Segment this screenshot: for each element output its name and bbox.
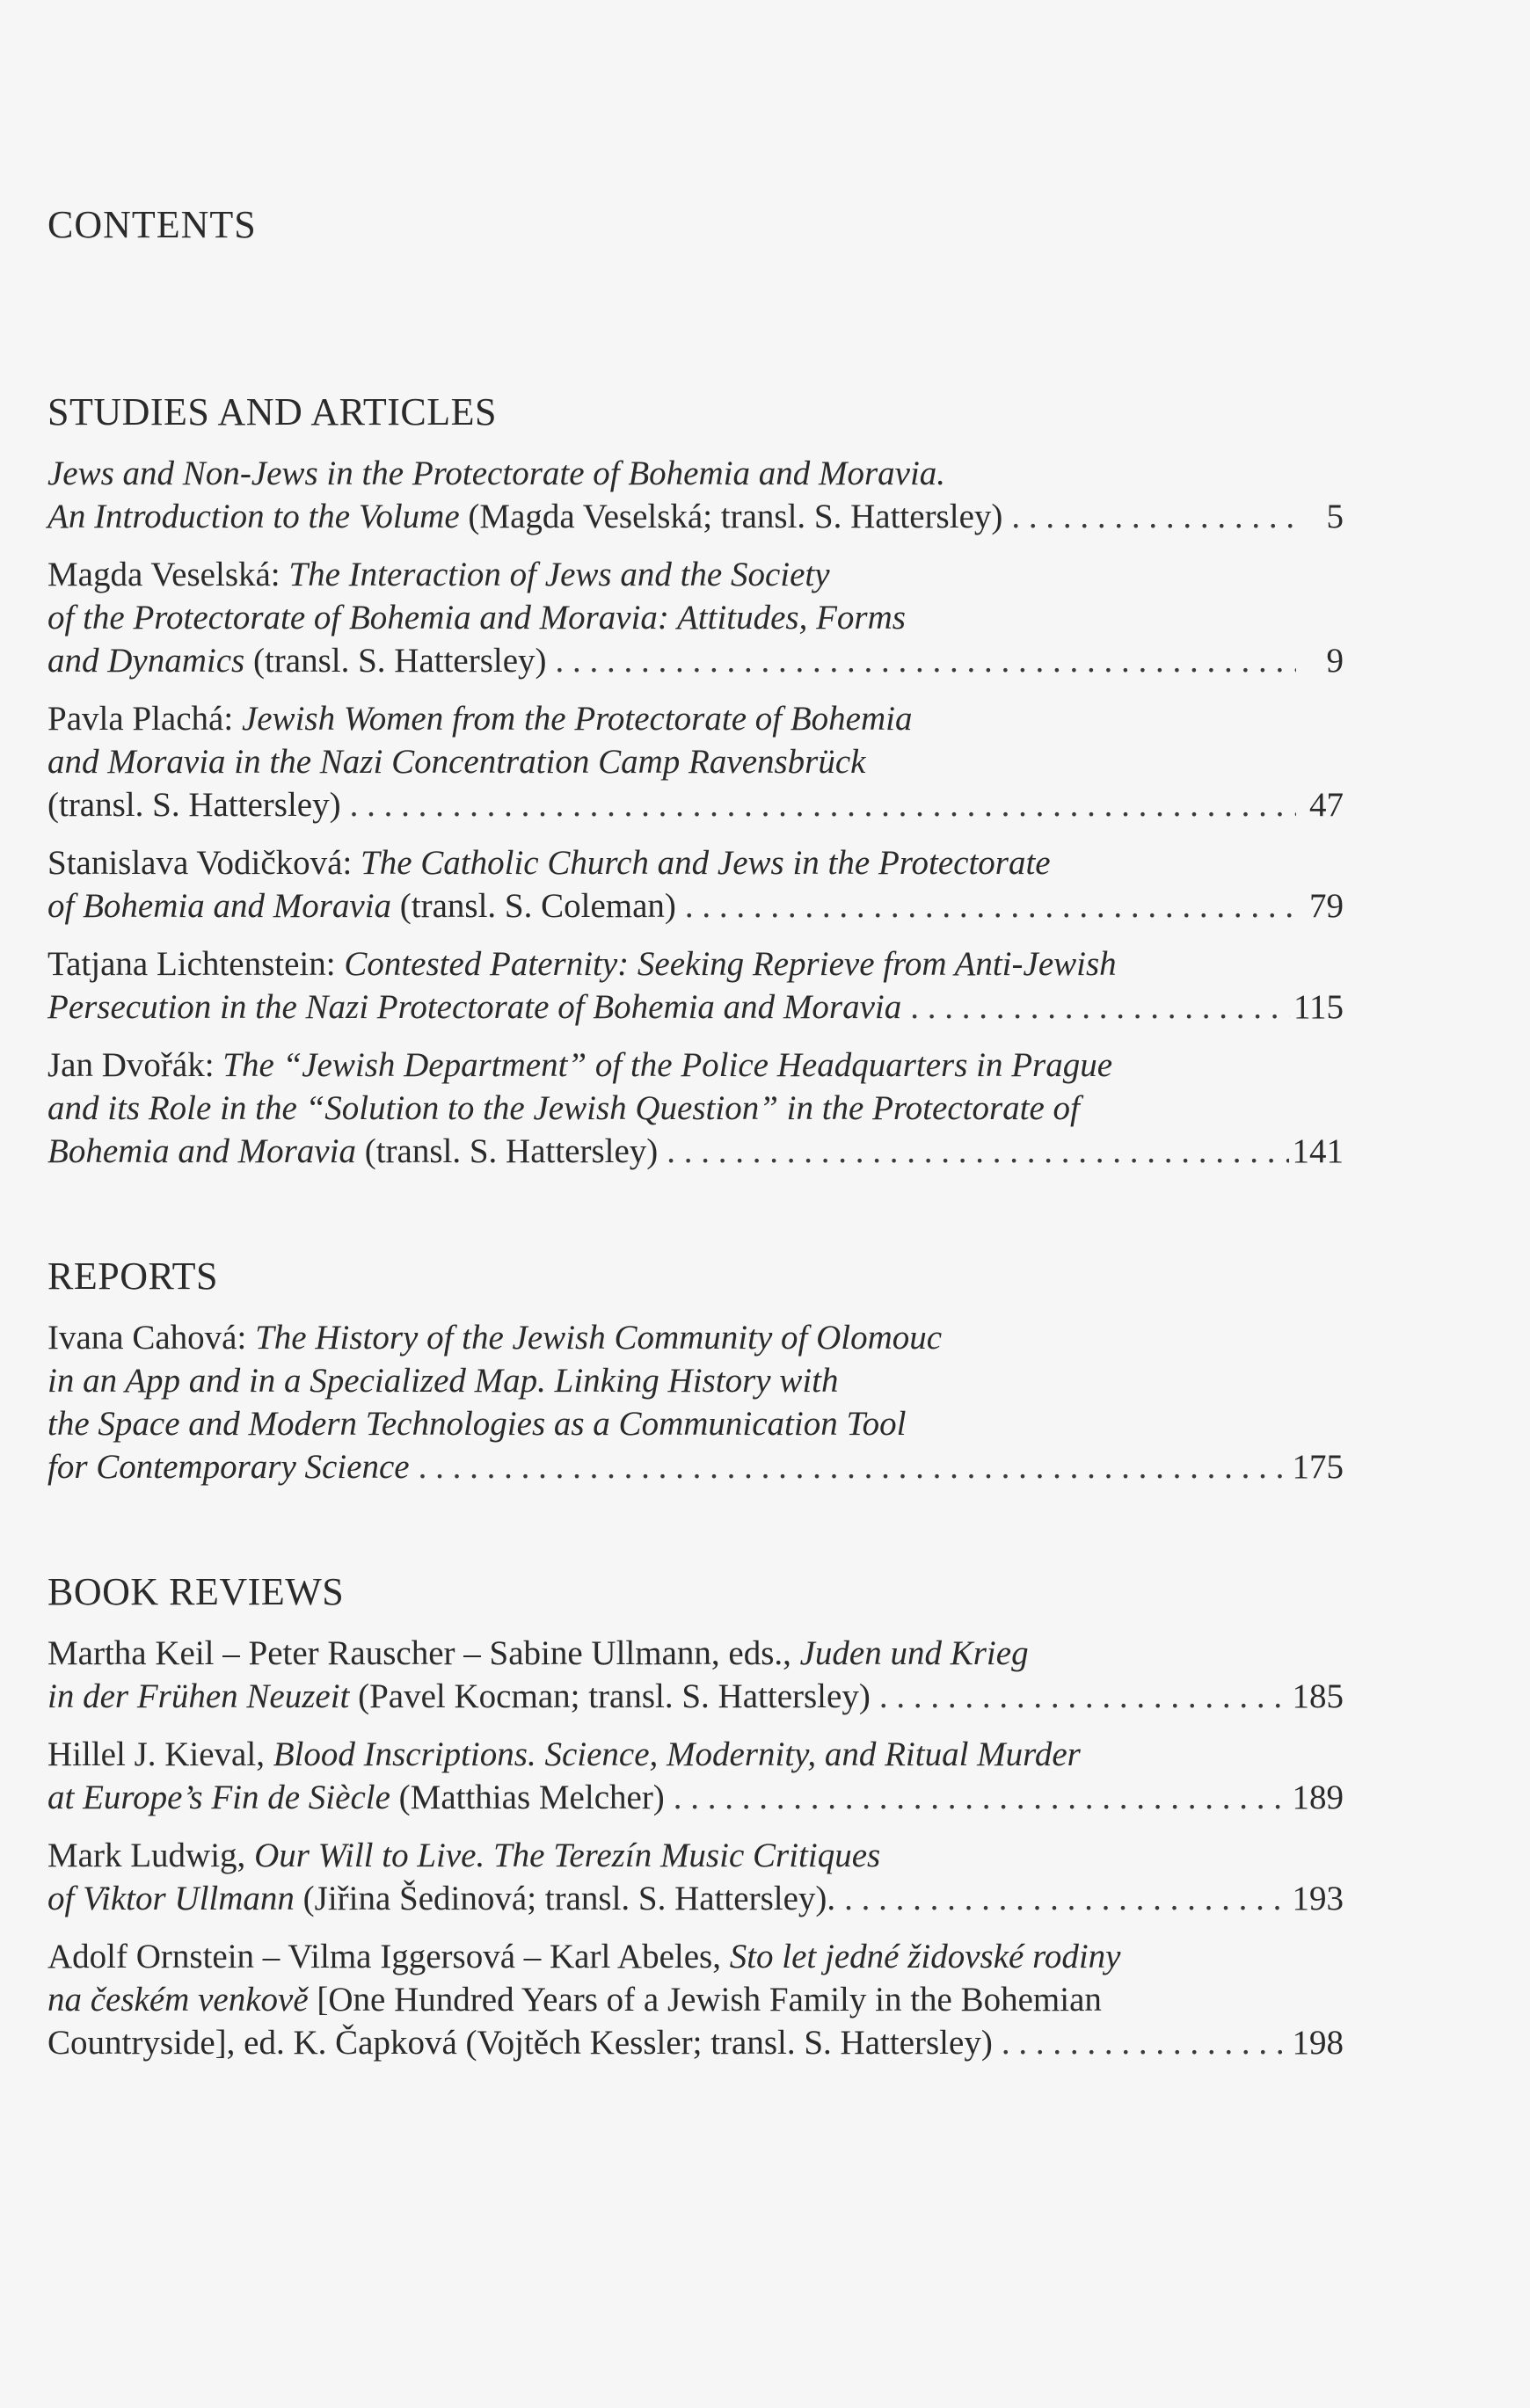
entry-author-text: (Jiřina Šedinová; transl. S. Hattersley). [294, 1880, 836, 1917]
section-heading: REPORTS [47, 1255, 219, 1298]
entry-title-text: of Viktor Ullmann [47, 1880, 295, 1917]
entry-title-text: in der Frühen Neuzeit [47, 1677, 350, 1715]
page-number: 5 [1326, 498, 1344, 535]
entry-title-text: of Bohemia and Moravia [47, 887, 392, 925]
dot-leader [674, 1776, 1289, 1819]
entry-text [47, 1877, 835, 1920]
entry-text [47, 1445, 410, 1488]
toc-entry-line [47, 452, 1344, 495]
toc-entry-line [47, 1359, 1344, 1402]
entry-text [47, 1632, 1029, 1675]
toc-entry-line [47, 1675, 1344, 1718]
entry-text [47, 1044, 1112, 1087]
entry-title-text: Jewish Women from the Protectorate of Bohemia [241, 700, 913, 738]
entry-title-text: for Contemporary Science [47, 1448, 410, 1486]
entry-text [47, 1935, 1120, 1978]
section-heading: BOOK REVIEWS [47, 1570, 345, 1613]
dot-leader [556, 639, 1296, 682]
toc-entry-line [47, 1445, 1344, 1488]
entry-title-text: Blood Inscriptions. Science, Modernity, and Ritual Murder [273, 1735, 1081, 1773]
entry-title-text: An Introduction to the Volume [47, 498, 460, 535]
page-number: 47 [1309, 786, 1344, 824]
entry-title-text: The “Jewish Department” of the Police Headquarters in Prague [222, 1046, 1113, 1084]
entry-title-text: and Moravia in the Nazi Concentration Camp Ravensbrück [47, 743, 866, 781]
toc-entry-line [47, 884, 1344, 928]
page-number: 141 [1292, 1132, 1344, 1170]
dot-leader [419, 1445, 1289, 1488]
toc-entry[interactable] [47, 1316, 1344, 1488]
entry-author-text: Mark Ludwig, [47, 1837, 255, 1874]
dot-leader [350, 783, 1296, 826]
entry-author-text: [One Hundred Years of a Jewish Family in the Bohemian [308, 1981, 1102, 2019]
toc-entry-line [47, 1776, 1344, 1819]
page-number: 175 [1292, 1448, 1344, 1486]
entry-author-text: Stanislava Vodičková: [47, 844, 361, 882]
page-number: 115 [1293, 988, 1344, 1026]
entry-title-text: in an App and in a Specialized Map. Linking History with [47, 1362, 839, 1400]
entry-text [47, 884, 676, 928]
entry-title-text: Our Will to Live. The Terezín Music Critiques [254, 1837, 881, 1874]
entry-text [47, 639, 547, 682]
toc-entry[interactable] [47, 841, 1344, 928]
entry-author-text: Magda Veselská: [47, 556, 289, 593]
entry-text [47, 452, 945, 495]
entry-title-text: The Catholic Church and Jews in the Protectorate [361, 844, 1051, 882]
entry-text [47, 1776, 665, 1819]
toc-entry-line [47, 1733, 1344, 1776]
toc-entry[interactable] [47, 553, 1344, 682]
entry-author-text: Countryside], ed. K. Čapková (Vojtěch Kessler; transl. S. Hattersley) [47, 2024, 993, 2062]
entry-author-text: Ivana Cahová: [47, 1319, 256, 1357]
entry-author-text: (transl. S. Hattersley) [244, 642, 547, 680]
toc-entry-line [47, 495, 1344, 538]
toc-entry[interactable] [47, 1733, 1344, 1819]
dot-leader [667, 1130, 1288, 1173]
section-studies-and-articles [47, 389, 1344, 1173]
entry-text [47, 697, 912, 740]
entry-title-text: at Europe’s Fin de Siècle [47, 1779, 390, 1816]
toc-entry-line [47, 1130, 1344, 1173]
entry-title-text: Contested Paternity: Seeking Reprieve from Anti-Jewish [344, 945, 1117, 983]
entry-text [47, 1834, 880, 1877]
toc-entry-line [47, 1935, 1344, 1978]
toc-entry[interactable] [47, 942, 1344, 1029]
entry-author-text: (transl. S. Hattersley) [47, 786, 341, 824]
entry-author-text: (transl. S. Coleman) [391, 887, 676, 925]
toc-entry-line [47, 1978, 1344, 2021]
entry-author-text: (Pavel Kocman; transl. S. Hattersley) [349, 1677, 871, 1715]
dot-leader [685, 884, 1296, 928]
entry-text [47, 783, 341, 826]
entry-author-text: Jan Dvořák: [47, 1046, 223, 1084]
toc-entry-line [47, 1044, 1344, 1087]
toc-entry-line [47, 1087, 1344, 1130]
entry-title-text: The Interaction of Jews and the Society [288, 556, 830, 593]
entry-title-text: and Dynamics [47, 642, 245, 680]
dot-leader [879, 1675, 1289, 1718]
dot-leader [844, 1877, 1288, 1920]
toc-entry-line [47, 986, 1344, 1029]
entry-author-text: Martha Keil – Peter Rauscher – Sabine Ullmann, eds., [47, 1634, 800, 1672]
entry-text [47, 1733, 1081, 1776]
entry-text [47, 986, 901, 1029]
entry-text [47, 1087, 1080, 1130]
entry-title-text: The History of the Jewish Community of Olomouc [255, 1319, 943, 1357]
page-number: 193 [1292, 1880, 1344, 1917]
entry-author-text: Adolf Ornstein – Vilma Iggersová – Karl Abeles, [47, 1938, 730, 1975]
entry-text [47, 1675, 871, 1718]
toc-entry-line [47, 1632, 1344, 1675]
entry-title-text: Jews and Non-Jews in the Protectorate of Bohemia and Moravia. [47, 455, 946, 492]
page-number: 189 [1292, 1779, 1344, 1816]
section-reports [47, 1254, 1344, 1488]
section-heading: STUDIES AND ARTICLES [47, 390, 497, 433]
entry-text [47, 740, 865, 783]
toc-entry-line [47, 841, 1344, 884]
toc-entry-line [47, 697, 1344, 740]
toc-entry[interactable] [47, 1935, 1344, 2064]
entry-title-text: Sto let jedné židovské rodiny [729, 1938, 1121, 1975]
entry-text [47, 553, 830, 596]
entry-text [47, 1978, 1102, 2021]
dot-leader [1011, 495, 1296, 538]
toc-entry[interactable] [47, 1632, 1344, 1718]
entry-text [47, 1130, 658, 1173]
toc-entry-line [47, 783, 1344, 826]
toc-entry-line [47, 740, 1344, 783]
entry-text [47, 495, 1002, 538]
toc-entry-line [47, 1316, 1344, 1359]
entry-text [47, 596, 906, 639]
entry-title-text: na českém venkově [47, 1981, 309, 2019]
page-number: 79 [1309, 887, 1344, 925]
entry-text [47, 1316, 942, 1359]
dot-leader [910, 986, 1290, 1029]
entry-text [47, 942, 1117, 986]
toc-entry-line [47, 2021, 1344, 2064]
toc-entry-line [47, 1834, 1344, 1877]
entry-author-text: (transl. S. Hattersley) [355, 1132, 659, 1170]
entry-author-text: Tatjana Lichtenstein: [47, 945, 345, 983]
toc-entry-line [47, 596, 1344, 639]
entry-title-text: and its Role in the “Solution to the Jewish Question” in the Protectorate of [47, 1089, 1080, 1127]
entry-text [47, 841, 1051, 884]
entry-author-text: (Magda Veselská; transl. S. Hattersley) [459, 498, 1003, 535]
page-title: CONTENTS [47, 203, 257, 246]
entry-author-text: Hillel J. Kieval, [47, 1735, 273, 1773]
toc-entry-line [47, 1877, 1344, 1920]
contents-list [47, 389, 1344, 2064]
page-number: 185 [1292, 1677, 1344, 1715]
entry-text [47, 1402, 906, 1445]
section-book-reviews [47, 1569, 1344, 2064]
toc-entry-line [47, 639, 1344, 682]
dot-leader [1002, 2021, 1289, 2064]
entry-title-text: Bohemia and Moravia [47, 1132, 356, 1170]
toc-entry-line [47, 1402, 1344, 1445]
entry-text [47, 1359, 839, 1402]
page-number: 9 [1326, 642, 1344, 680]
toc-entry[interactable] [47, 452, 1344, 538]
toc-entry[interactable] [47, 1834, 1344, 1920]
toc-entry-line [47, 942, 1344, 986]
entry-author-text: (Matthias Melcher) [390, 1779, 665, 1816]
entry-title-text: the Space and Modern Technologies as a Communication Tool [47, 1405, 907, 1443]
entry-author-text: Pavla Plachá: [47, 700, 242, 738]
toc-entry[interactable] [47, 1044, 1344, 1173]
entry-text [47, 2021, 993, 2064]
toc-entry-line [47, 553, 1344, 596]
entry-title-text: Persecution in the Nazi Protectorate of Bohemia and Moravia [47, 988, 902, 1026]
page-number: 198 [1292, 2024, 1344, 2062]
toc-entry[interactable] [47, 697, 1344, 826]
entry-title-text: of the Protectorate of Bohemia and Moravia: Attitudes, Forms [47, 599, 906, 637]
entry-title-text: Juden und Krieg [799, 1634, 1029, 1672]
